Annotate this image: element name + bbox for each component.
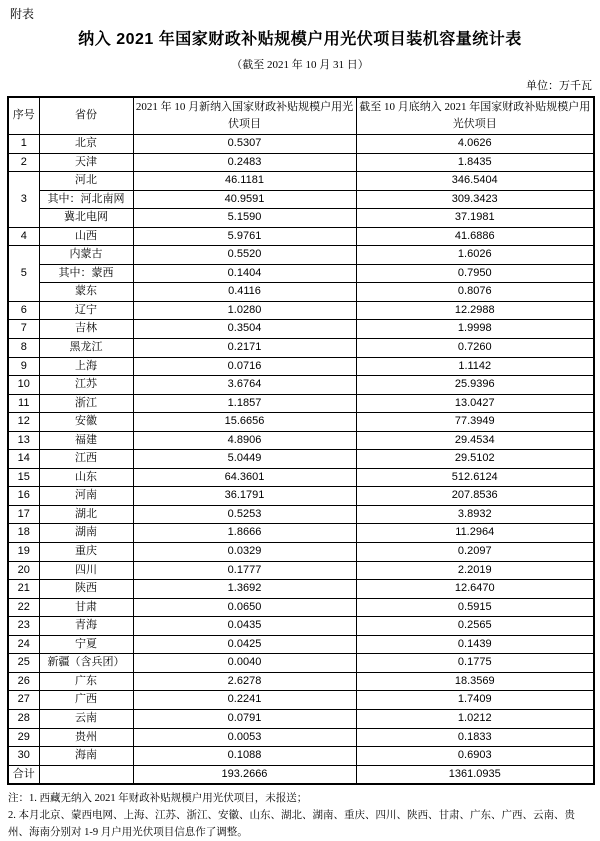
table-row [8, 709, 594, 728]
table-row [8, 635, 594, 654]
seq-cell: 5 [8, 246, 39, 302]
oct-new-cell: 1.1857 [133, 394, 356, 413]
cumulative-cell: 0.1775 [356, 654, 594, 673]
table-row [8, 561, 594, 580]
seq-cell: 18 [8, 524, 39, 543]
header-cumulative: 截至 10 月底纳入 2021 年国家财政补贴规模户用光伏项目 [356, 97, 594, 135]
cumulative-cell: 1361.0935 [356, 765, 594, 784]
oct-new-cell: 0.0425 [133, 635, 356, 654]
province-cell: 湖南 [39, 524, 133, 543]
cumulative-cell: 1.7409 [356, 691, 594, 710]
cumulative-cell: 0.1439 [356, 635, 594, 654]
oct-new-cell: 0.0650 [133, 598, 356, 617]
seq-cell: 15 [8, 468, 39, 487]
cumulative-cell: 25.9396 [356, 376, 594, 395]
unit-label: 单位：万千瓦 [526, 80, 592, 92]
province-cell: 安徽 [39, 413, 133, 432]
seq-cell: 21 [8, 580, 39, 599]
cumulative-cell: 0.7950 [356, 264, 594, 283]
header-seq: 序号 [8, 97, 39, 135]
oct-new-cell: 0.0435 [133, 617, 356, 636]
table-row [8, 728, 594, 747]
oct-new-cell: 1.8666 [133, 524, 356, 543]
province-cell: 天津 [39, 153, 133, 172]
seq-cell: 20 [8, 561, 39, 580]
seq-cell: 14 [8, 450, 39, 469]
table-row [8, 691, 594, 710]
seq-cell: 19 [8, 543, 39, 562]
cumulative-cell: 12.2988 [356, 301, 594, 320]
cumulative-cell: 309.3423 [356, 190, 594, 209]
cumulative-cell: 41.6886 [356, 227, 594, 246]
oct-new-cell: 40.9591 [133, 190, 356, 209]
cumulative-cell: 4.0626 [356, 135, 594, 154]
table-row [8, 431, 594, 450]
seq-cell: 17 [8, 505, 39, 524]
oct-new-cell: 0.4116 [133, 283, 356, 302]
province-cell: 河南 [39, 487, 133, 506]
table-row [8, 283, 594, 302]
cumulative-cell: 0.8076 [356, 283, 594, 302]
table-row [8, 227, 594, 246]
oct-new-cell: 3.6764 [133, 376, 356, 395]
table-row [8, 153, 594, 172]
seq-cell: 10 [8, 376, 39, 395]
table-header-row [8, 97, 594, 135]
cumulative-cell: 1.6026 [356, 246, 594, 265]
cumulative-cell: 346.5404 [356, 172, 594, 191]
province-cell: 冀北电网 [39, 209, 133, 228]
notes-section [8, 791, 594, 841]
cumulative-cell: 0.1833 [356, 728, 594, 747]
cumulative-cell: 1.1142 [356, 357, 594, 376]
cumulative-cell: 37.1981 [356, 209, 594, 228]
province-cell: 湖北 [39, 505, 133, 524]
province-cell: 北京 [39, 135, 133, 154]
seq-cell: 29 [8, 728, 39, 747]
seq-cell: 8 [8, 339, 39, 358]
province-cell: 河北 [39, 172, 133, 191]
province-cell: 浙江 [39, 394, 133, 413]
table-row [8, 543, 594, 562]
oct-new-cell: 0.0329 [133, 543, 356, 562]
table-row [8, 339, 594, 358]
oct-new-cell: 0.5520 [133, 246, 356, 265]
note-line-2: 2. 本月北京、蒙西电网、上海、江苏、浙江、安徽、山东、湖北、湖南、重庆、四川、陕西、甘肃、广东、广西、云南、贵州、海南分别对 1-9 月户用光伏项目信息作了调整。 [8, 810, 575, 838]
oct-new-cell: 0.1777 [133, 561, 356, 580]
province-cell: 重庆 [39, 543, 133, 562]
seq-cell: 4 [8, 227, 39, 246]
table-row [8, 765, 594, 784]
cumulative-cell: 1.9998 [356, 320, 594, 339]
oct-new-cell: 5.9761 [133, 227, 356, 246]
province-cell: 海南 [39, 747, 133, 766]
province-cell: 宁夏 [39, 635, 133, 654]
cumulative-cell: 13.0427 [356, 394, 594, 413]
table-row [8, 190, 594, 209]
seq-cell: 3 [8, 172, 39, 228]
table-row [8, 172, 594, 191]
cumulative-cell: 29.4534 [356, 431, 594, 450]
oct-new-cell: 0.0791 [133, 709, 356, 728]
table-row [8, 654, 594, 673]
table-row [8, 209, 594, 228]
oct-new-cell: 0.2483 [133, 153, 356, 172]
oct-new-cell: 0.0716 [133, 357, 356, 376]
table-row [8, 747, 594, 766]
province-cell: 四川 [39, 561, 133, 580]
province-cell: 陕西 [39, 580, 133, 599]
page-subtitle: （截至 2021 年 10 月 31 日） [231, 59, 369, 71]
oct-new-cell: 2.6278 [133, 672, 356, 691]
table-row [8, 468, 594, 487]
province-cell: 山西 [39, 227, 133, 246]
province-cell: 其中：河北南网 [39, 190, 133, 209]
seq-cell: 合计 [8, 765, 39, 784]
province-cell: 贵州 [39, 728, 133, 747]
cumulative-cell: 512.6124 [356, 468, 594, 487]
table-row [8, 320, 594, 339]
province-cell: 甘肃 [39, 598, 133, 617]
cumulative-cell: 207.8536 [356, 487, 594, 506]
oct-new-cell: 36.1791 [133, 487, 356, 506]
province-cell: 青海 [39, 617, 133, 636]
oct-new-cell: 0.0040 [133, 654, 356, 673]
province-cell: 上海 [39, 357, 133, 376]
table-row [8, 394, 594, 413]
table-row [8, 301, 594, 320]
province-cell [39, 765, 133, 784]
table-row [8, 135, 594, 154]
table-row [8, 264, 594, 283]
province-cell: 黑龙江 [39, 339, 133, 358]
oct-new-cell: 193.2666 [133, 765, 356, 784]
province-cell: 江西 [39, 450, 133, 469]
cumulative-cell: 77.3949 [356, 413, 594, 432]
note-line-1: 注：1. 西藏无纳入 2021 年财政补贴规模户用光伏项目，未报送； [8, 793, 308, 805]
seq-cell: 13 [8, 431, 39, 450]
seq-cell: 27 [8, 691, 39, 710]
seq-cell: 1 [8, 135, 39, 154]
oct-new-cell: 0.3504 [133, 320, 356, 339]
table-row [8, 376, 594, 395]
oct-new-cell: 0.2241 [133, 691, 356, 710]
oct-new-cell: 46.1181 [133, 172, 356, 191]
seq-cell: 30 [8, 747, 39, 766]
province-cell: 山东 [39, 468, 133, 487]
cumulative-cell: 12.6470 [356, 580, 594, 599]
cumulative-cell: 0.2097 [356, 543, 594, 562]
seq-cell: 12 [8, 413, 39, 432]
seq-cell: 11 [8, 394, 39, 413]
table-row [8, 487, 594, 506]
seq-cell: 23 [8, 617, 39, 636]
header-province: 省份 [39, 97, 133, 135]
seq-cell: 7 [8, 320, 39, 339]
table-row [8, 580, 594, 599]
cumulative-cell: 1.8435 [356, 153, 594, 172]
page-title: 纳入 2021 年国家财政补贴规模户用光伏项目装机容量统计表 [78, 31, 522, 48]
cumulative-cell: 18.3569 [356, 672, 594, 691]
province-cell: 内蒙古 [39, 246, 133, 265]
province-cell: 福建 [39, 431, 133, 450]
seq-cell: 22 [8, 598, 39, 617]
seq-cell: 6 [8, 301, 39, 320]
table-row [8, 413, 594, 432]
attachment-tag: 附表 [10, 7, 35, 21]
table-row [8, 524, 594, 543]
table-row [8, 450, 594, 469]
oct-new-cell: 0.5253 [133, 505, 356, 524]
pv-capacity-table [7, 96, 595, 785]
oct-new-cell: 5.1590 [133, 209, 356, 228]
header-oct-new: 2021 年 10 月新纳入国家财政补贴规模户用光伏项目 [133, 97, 356, 135]
table-row [8, 505, 594, 524]
oct-new-cell: 64.3601 [133, 468, 356, 487]
cumulative-cell: 3.8932 [356, 505, 594, 524]
province-cell: 辽宁 [39, 301, 133, 320]
cumulative-cell: 2.2019 [356, 561, 594, 580]
oct-new-cell: 1.3692 [133, 580, 356, 599]
table-row [8, 672, 594, 691]
cumulative-cell: 0.5915 [356, 598, 594, 617]
province-cell: 其中：蒙西 [39, 264, 133, 283]
table-row [8, 598, 594, 617]
seq-cell: 9 [8, 357, 39, 376]
province-cell: 蒙东 [39, 283, 133, 302]
oct-new-cell: 4.8906 [133, 431, 356, 450]
oct-new-cell: 0.2171 [133, 339, 356, 358]
cumulative-cell: 11.2964 [356, 524, 594, 543]
seq-cell: 16 [8, 487, 39, 506]
seq-cell: 28 [8, 709, 39, 728]
oct-new-cell: 5.0449 [133, 450, 356, 469]
table-row [8, 246, 594, 265]
oct-new-cell: 0.5307 [133, 135, 356, 154]
province-cell: 江苏 [39, 376, 133, 395]
seq-cell: 24 [8, 635, 39, 654]
cumulative-cell: 29.5102 [356, 450, 594, 469]
province-cell: 广西 [39, 691, 133, 710]
seq-cell: 26 [8, 672, 39, 691]
oct-new-cell: 1.0280 [133, 301, 356, 320]
table-row [8, 357, 594, 376]
oct-new-cell: 0.0053 [133, 728, 356, 747]
cumulative-cell: 0.2565 [356, 617, 594, 636]
province-cell: 新疆（含兵团） [39, 654, 133, 673]
oct-new-cell: 0.1404 [133, 264, 356, 283]
province-cell: 云南 [39, 709, 133, 728]
seq-cell: 2 [8, 153, 39, 172]
province-cell: 吉林 [39, 320, 133, 339]
oct-new-cell: 15.6656 [133, 413, 356, 432]
cumulative-cell: 0.6903 [356, 747, 594, 766]
cumulative-cell: 1.0212 [356, 709, 594, 728]
seq-cell: 25 [8, 654, 39, 673]
table-row [8, 617, 594, 636]
province-cell: 广东 [39, 672, 133, 691]
cumulative-cell: 0.7260 [356, 339, 594, 358]
oct-new-cell: 0.1088 [133, 747, 356, 766]
